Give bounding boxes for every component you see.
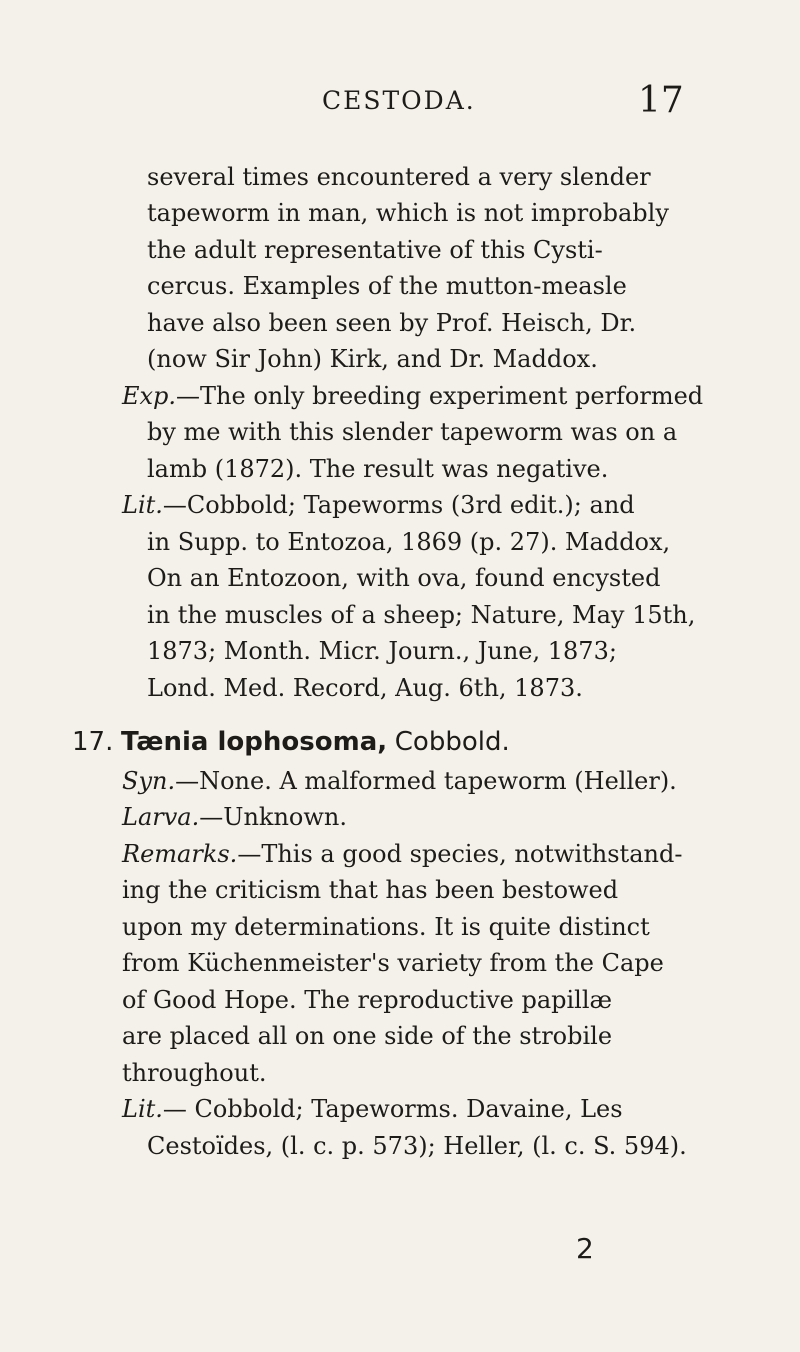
syn-label: Syn.: [122, 767, 176, 795]
page-number: 17: [638, 80, 684, 121]
lit2-first-line: [122, 1094, 623, 1124]
exp-line: by me with this slender tapeworm was on a: [147, 418, 678, 446]
running-head: CESTODA.: [322, 86, 476, 115]
remarks-line: are placed all on one side of the strobile: [122, 1022, 613, 1050]
remarks-text: —This a good species, notwithstand-: [237, 840, 683, 868]
lit-first-line: [122, 490, 635, 520]
intro-line: (now Sir John) Kirk, and Dr. Maddox.: [147, 345, 598, 373]
exp-text: —The only breeding experiment performed: [176, 382, 704, 410]
lit-line: On an Entozoon, with ova, found encysted: [147, 564, 661, 592]
intro-line: several times encountered a very slender: [147, 163, 651, 191]
exp-first-line: [122, 381, 703, 411]
lit2-label: Lit.: [122, 1095, 163, 1123]
larva-label: Larva.: [122, 803, 200, 831]
remarks-label: Remarks.: [122, 840, 238, 868]
larva-line: [122, 802, 347, 832]
remarks-line: throughout.: [122, 1059, 267, 1087]
lit-label: Lit.: [122, 491, 163, 519]
species-title: Tænia lophosoma,: [121, 727, 388, 757]
intro-line: the adult representative of this Cysti-: [147, 236, 603, 264]
lit-line: Lond. Med. Record, Aug. 6th, 1873.: [147, 674, 583, 702]
syn-line: [122, 766, 677, 796]
lit2-text: — Cobbold; Tapeworms. Davaine, Les: [162, 1095, 623, 1123]
exp-line: lamb (1872). The result was negative.: [147, 455, 609, 483]
signature-mark: 2: [576, 1232, 594, 1265]
remarks-line: from Küchenmeister's variety from the Cape: [122, 949, 664, 977]
lit-line: 1873; Month. Micr. Journ., June, 1873;: [147, 637, 617, 665]
remarks-line: ing the criticism that has been bestowed: [122, 876, 619, 904]
lit2-line: Cestoïdes, (l. c. p. 573); Heller, (l. c. S. 594).: [147, 1132, 687, 1160]
entry-number: 17.: [72, 727, 114, 757]
syn-text: —None. A malformed tapeworm (Heller).: [175, 767, 677, 795]
remarks-line: upon my determinations. It is quite distinct: [122, 913, 650, 941]
intro-line: have also been seen by Prof. Heisch, Dr.: [147, 309, 637, 337]
entry-heading: [72, 727, 510, 757]
lit-text: —Cobbold; Tapeworms (3rd edit.); and: [162, 491, 635, 519]
exp-label: Exp.: [122, 382, 177, 410]
lit-line: in Supp. to Entozoa, 1869 (p. 27). Maddox,: [147, 528, 671, 556]
species-author: Cobbold.: [394, 727, 510, 757]
remarks-first-line: [122, 839, 682, 869]
remarks-line: of Good Hope. The reproductive papillæ: [122, 986, 613, 1014]
larva-text: —Unknown.: [199, 803, 347, 831]
lit-line: in the muscles of a sheep; Nature, May 15th,: [147, 601, 696, 629]
intro-line: tapeworm in man, which is not improbably: [147, 199, 669, 227]
intro-line: cercus. Examples of the mutton-measle: [147, 272, 627, 300]
